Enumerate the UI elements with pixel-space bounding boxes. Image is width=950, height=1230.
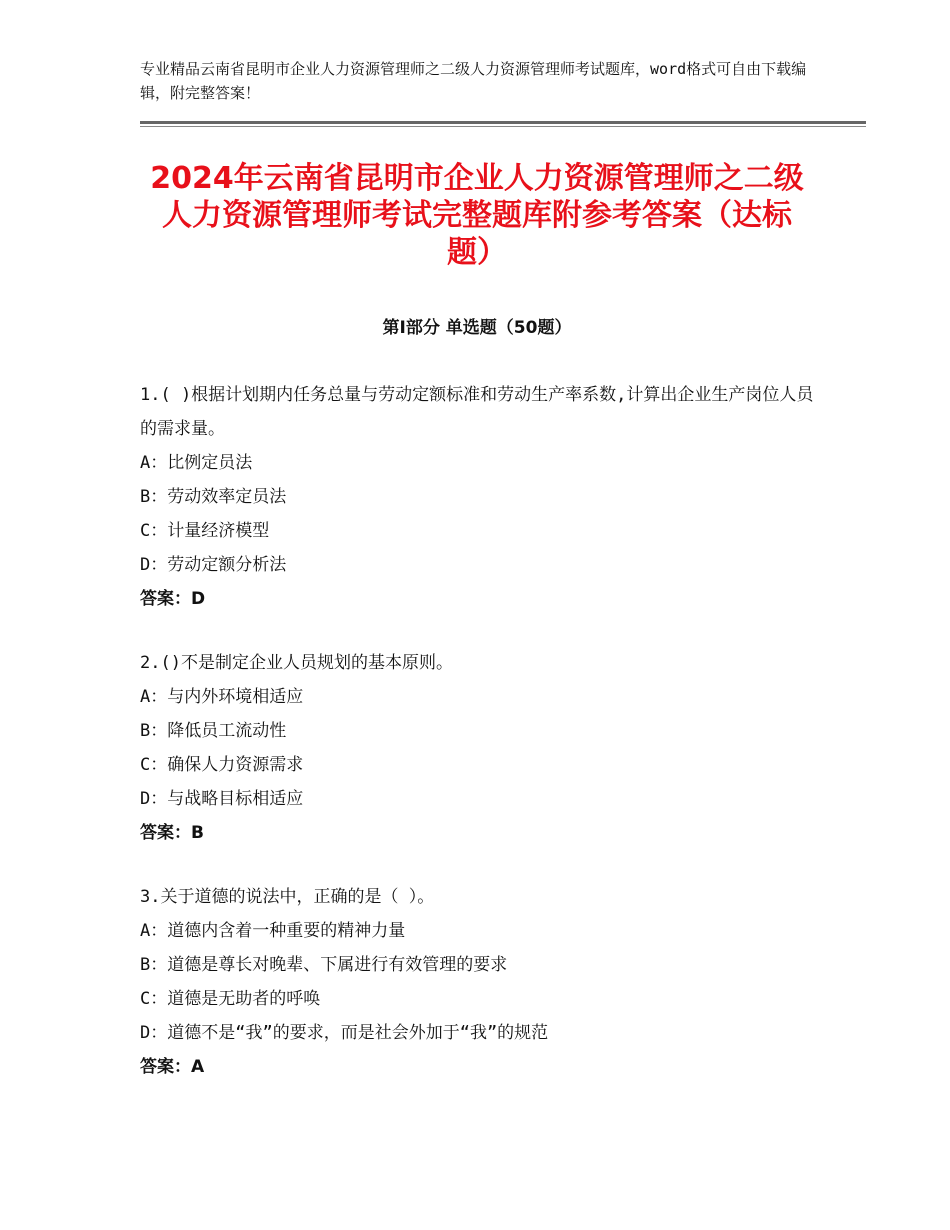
question-stem: 3.关于道德的说法中，正确的是（ ）。 bbox=[140, 887, 435, 907]
answer: 答案：B bbox=[140, 823, 204, 843]
option-a: A：道德内含着一种重要的精神力量 bbox=[140, 921, 406, 941]
option-b: B：道德是尊长对晚辈、下属进行有效管理的要求 bbox=[140, 955, 508, 975]
option-a: A：与内外环境相适应 bbox=[140, 687, 304, 707]
option-c: C：道德是无助者的呼唤 bbox=[140, 989, 321, 1009]
option-d: D：道德不是“我”的要求，而是社会外加于“我”的规范 bbox=[140, 1023, 549, 1043]
answer: 答案：D bbox=[140, 589, 206, 609]
option-d: D：劳动定额分析法 bbox=[140, 555, 287, 575]
option-a: A：比例定员法 bbox=[140, 453, 253, 473]
option-d: D：与战略目标相适应 bbox=[140, 789, 304, 809]
header-rule-thin bbox=[140, 126, 866, 127]
document-title: 2024年云南省昆明市企业人力资源管理师之二级人力资源管理师考试完整题库附参考答案（达标题） bbox=[150, 161, 804, 270]
option-b: B：降低员工流动性 bbox=[140, 721, 287, 741]
header-note: 专业精品云南省昆明市企业人力资源管理师之二级人力资源管理师考试题库，word格式可自由下载编辑，附完整答案！ bbox=[140, 60, 807, 102]
section-title: 第Ⅰ部分 单选题（50题） bbox=[382, 318, 572, 338]
answer: 答案：A bbox=[140, 1057, 205, 1077]
header-rule-thick bbox=[140, 121, 866, 124]
option-b: B：劳动效率定员法 bbox=[140, 487, 287, 507]
question-stem: 2.()不是制定企业人员规划的基本原则。 bbox=[140, 653, 453, 673]
question-2 bbox=[140, 646, 820, 850]
question-stem: 1.( )根据计划期内任务总量与劳动定额标准和劳动生产率系数,计算出企业生产岗位人员的需求量。 bbox=[140, 385, 814, 439]
question-list bbox=[140, 378, 820, 1114]
question-3 bbox=[140, 880, 820, 1084]
question-1 bbox=[140, 378, 820, 616]
option-c: C：确保人力资源需求 bbox=[140, 755, 304, 775]
option-c: C：计量经济模型 bbox=[140, 521, 270, 541]
